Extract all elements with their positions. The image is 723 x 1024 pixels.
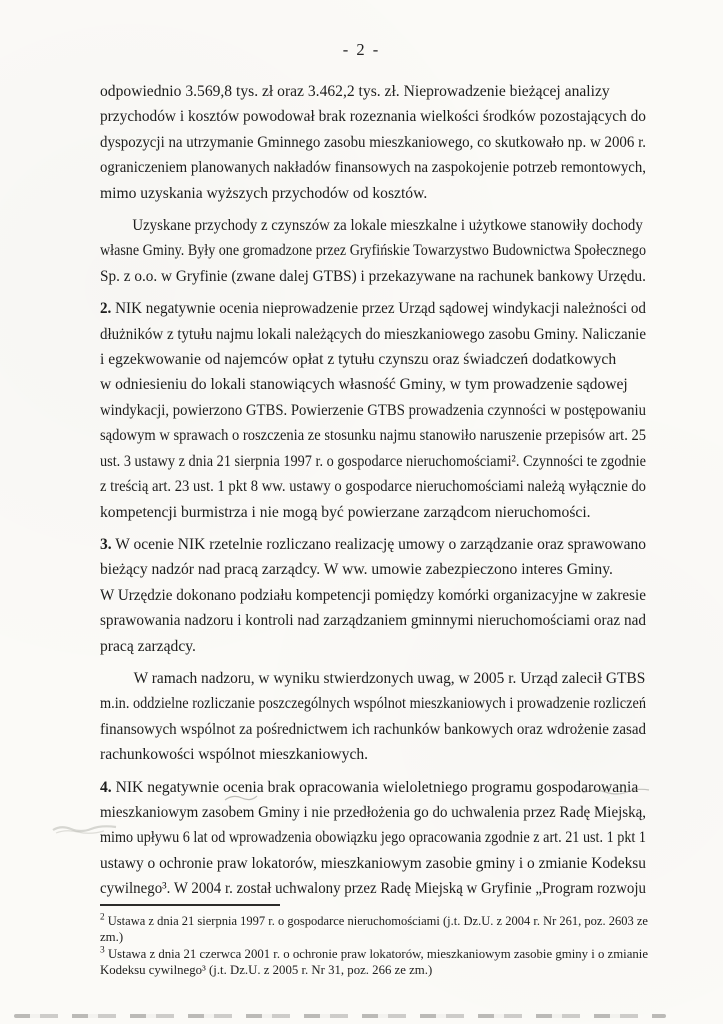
body-line: m.in. oddzielne rozliczanie poszczególnych wspólnot mieszkaniowych i prowadzenie rozliczeń <box>100 695 646 713</box>
paragraph-number: 4. <box>100 778 112 796</box>
body-line: windykacji, powierzono GTBS. Powierzenie GTBS prowadzenia czynności w postępowaniu <box>100 401 646 419</box>
paragraph-number: 3. <box>100 535 112 553</box>
body-line: dyspozycji na utrzymanie Gminnego zasobu mieszkaniowego, co skutkowało np. w 2006 r. <box>100 133 646 151</box>
scan-edge-artifact <box>14 1014 666 1018</box>
body-line: sprawowania nadzoru i kontroli nad zarządzaniem gminnymi nieruchomościami oraz nad <box>100 612 647 630</box>
body-line: Uzyskane przychody z czynszów za lokale mieszkalne i użytkowe stanowiły dochody <box>132 217 643 235</box>
body-line: z treścią art. 23 ust. 1 pkt 8 ww. ustawy o gospodarce nieruchomościami należą wyłącznie do <box>100 478 646 496</box>
page-number: - 2 - <box>342 40 381 59</box>
body-line: własne Gminy. Były one gromadzone przez Gryfińskie Towarzystwo Budownictwa Społecznego <box>100 242 646 260</box>
body-line: mimo upływu 6 lat od wprowadzenia obowiązku jego opracowania zgodnie z art. 21 ust. 1 pkt 1 <box>100 829 646 847</box>
body-line: W ramach nadzoru, w wyniku stwierdzonych uwag, w 2005 r. Urząd zalecił GTBS <box>133 669 646 687</box>
footnotes-section <box>100 904 648 979</box>
paragraph <box>100 213 646 289</box>
body-line <box>100 775 646 800</box>
paragraph <box>100 775 646 902</box>
paragraph <box>100 296 646 525</box>
footnote-line <box>100 946 647 962</box>
body-line: dłużników z tytułu najmu lokali należących do mieszkaniowego zasobu Gminy. Naliczanie <box>100 325 646 343</box>
body-line: sądowym w sprawach o roszczenia ze stosunku najmu stanowiło naruszenie przepisów art. 25 <box>100 427 646 445</box>
body-line: bieżący nadzór nad pracą zarządcy. W ww. umowie zabezpieczono interes Gminy. <box>100 561 613 579</box>
paragraph <box>100 79 646 206</box>
footnote-line <box>100 912 648 929</box>
body-line <box>100 296 646 321</box>
document-body <box>100 79 646 902</box>
body-line-text: NIK negatywnie ocenia nieprowadzenie przez Urząd sądowej windykacji należności od <box>111 300 646 318</box>
body-line: przychodów i kosztów powodował brak rozeznania wielkości środków pozostających do <box>100 108 646 126</box>
footnote <box>100 913 648 946</box>
body-line: kompetencji burmistrza i nie mogą być powierzane zarządcom nieruchomości. <box>100 503 591 521</box>
paragraph <box>100 532 646 659</box>
body-line: rachunkowości wspólnot mieszkaniowych. <box>100 746 369 764</box>
body-line: pracą zarządcy. <box>100 637 196 655</box>
body-line-text: W ocenie NIK rzetelnie rozliczano realizację umowy o zarządzanie oraz sprawowano <box>111 535 646 553</box>
footnote-marker: 2 <box>100 912 105 923</box>
body-line: i egzekwowanie od najemców opłat z tytułu czynszu oraz świadczeń dodatkowych <box>100 351 617 369</box>
body-line: odpowiednio 3.569,8 tys. zł oraz 3.462,2 tys. zł. Nieprowadzenie bieżącej analizy <box>100 83 610 100</box>
paragraph <box>100 666 646 768</box>
body-line: W Urzędzie dokonano podziału kompetencji pomiędzy komórki organizacyjne w zakresie <box>100 586 646 604</box>
paragraph-number: 2. <box>100 300 112 318</box>
body-line: finansowych wspólnot za pośrednictwem ich rachunków bankowych oraz wdrożenie zasad <box>100 720 647 738</box>
body-line: mimo uzyskania wyższych przychodów od kosztów. <box>100 184 428 202</box>
body-line: ust. 3 ustawy z dnia 21 sierpnia 1997 r. o gospodarce nieruchomościami². Czynności te zgodnie <box>100 452 646 470</box>
footnote-line: zm.) <box>100 930 124 945</box>
body-line-text: NIK negatywnie ocenia brak opracowania wieloletniego programu gospodarowania <box>111 778 639 796</box>
body-line: Sp. z o.o. w Gryfinie (zwane dalej GTBS) i przekazywane na rachunek bankowy Urzędu. <box>100 267 646 285</box>
body-line <box>100 532 646 557</box>
footnote-text: Ustawa z dnia 21 czerwca 2001 r. o ochronie praw lokatorów, mieszkaniowym zasobie gminy i o zmianie <box>104 946 649 961</box>
footnote-marker: 3 <box>100 945 105 956</box>
body-line: ograniczeniem planowanych nakładów finansowych na zaspokojenie potrzeb remontowych, <box>100 159 646 177</box>
footnote <box>100 946 648 979</box>
body-line: ustawy o ochronie praw lokatorów, mieszkaniowym zasobie gminy i o zmianie Kodeksu <box>100 854 646 872</box>
body-line: mieszkaniowym zasobem Gminy i nie przedłożenia go do uchwalenia przez Radę Miejską, <box>100 803 646 821</box>
footnote-text: Ustawa z dnia 21 sierpnia 1997 r. o gospodarce nieruchomościami (j.t. Dz.U. z 2004 r. Nr 261, poz. 2603 ze <box>104 914 648 928</box>
footnote-line: Kodeksu cywilnego³ (j.t. Dz.U. z 2005 r. Nr 31, poz. 266 ze zm.) <box>100 963 433 978</box>
body-line: w odniesieniu do lokali stanowiących własność Gminy, w tym prowadzenie sądowej <box>100 376 628 394</box>
footnote-separator <box>100 904 280 906</box>
body-line: cywilnego³. W 2004 r. został uchwalony przez Radę Miejską w Gryfinie „Program rozwoju <box>100 880 647 898</box>
